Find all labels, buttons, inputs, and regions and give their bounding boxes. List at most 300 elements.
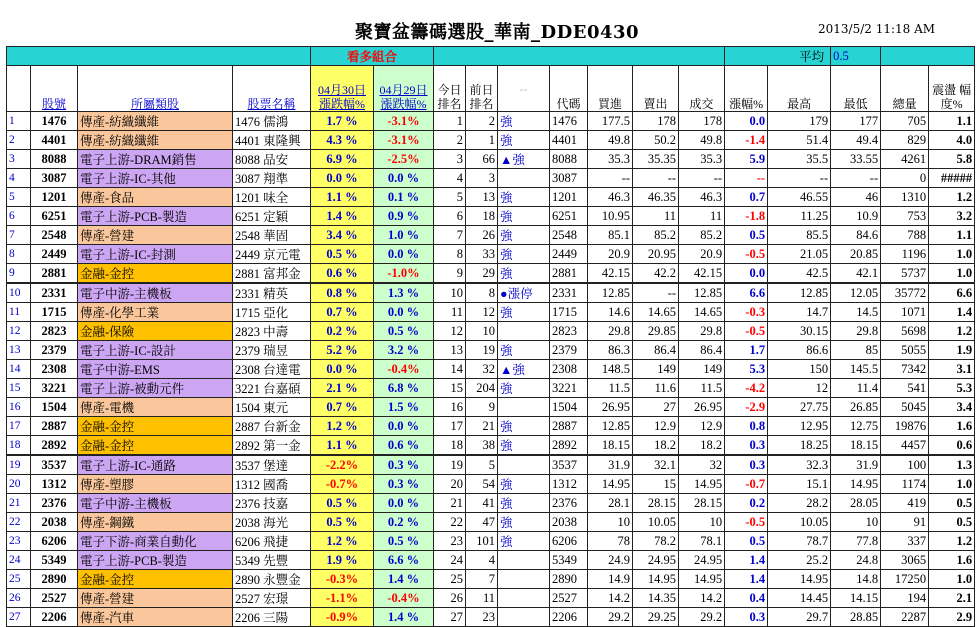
buy-price: 177.5: [588, 112, 633, 131]
high-price: 21.05: [768, 245, 831, 264]
volume: 17250: [881, 570, 929, 589]
change-0430: 4.3 %: [311, 131, 374, 150]
amplitude: 3.4: [929, 398, 975, 417]
deal-price: 18.2: [679, 436, 725, 456]
signal: [498, 398, 550, 417]
rank-today: 27: [434, 608, 466, 627]
deal-code: 4401: [550, 131, 588, 150]
stock-name: 8088 品安: [233, 150, 311, 169]
deal-price: 178: [679, 112, 725, 131]
table-row[interactable]: [7, 570, 975, 589]
table-row[interactable]: [7, 245, 975, 264]
deal-code: 1476: [550, 112, 588, 131]
signal: [498, 322, 550, 341]
deal-code: 3537: [550, 455, 588, 475]
low-price: 10: [831, 513, 881, 532]
low-price: --: [831, 169, 881, 188]
deal-price: 86.4: [679, 341, 725, 360]
buy-price: 10: [588, 513, 633, 532]
change-0429: 6.6 %: [374, 551, 434, 570]
row-index: 1: [7, 112, 31, 131]
change-0430: 1.7 %: [311, 112, 374, 131]
amplitude: 3.1: [929, 360, 975, 379]
stock-name: 6206 飛捷: [233, 532, 311, 551]
volume: 91: [881, 513, 929, 532]
amplitude: 1.6: [929, 551, 975, 570]
rank-prev: 1: [466, 131, 498, 150]
deal-code: 1504: [550, 398, 588, 417]
change-0429: 0.0 %: [374, 303, 434, 322]
volume: 2287: [881, 608, 929, 627]
stock-code: 2331: [31, 283, 78, 303]
amplitude: 1.6: [929, 417, 975, 436]
deal-price: 32: [679, 455, 725, 475]
volume: 5698: [881, 322, 929, 341]
header-code[interactable]: 股號: [31, 66, 78, 112]
high-price: 15.1: [768, 475, 831, 494]
change-percent: -1.4: [725, 131, 768, 150]
change-0430: 2.1 %: [311, 379, 374, 398]
row-index: 5: [7, 188, 31, 207]
buy-price: 24.9: [588, 551, 633, 570]
rank-today: 1: [434, 112, 466, 131]
stock-code: 6206: [31, 532, 78, 551]
sell-price: 178: [633, 112, 679, 131]
low-price: 42.1: [831, 264, 881, 284]
stock-code: 8088: [31, 150, 78, 169]
sell-price: 32.1: [633, 455, 679, 475]
volume: 19876: [881, 417, 929, 436]
rank-today: 16: [434, 398, 466, 417]
change-0430: 6.9 %: [311, 150, 374, 169]
sell-price: 42.2: [633, 264, 679, 284]
table-row[interactable]: [7, 360, 975, 379]
sell-price: 15: [633, 475, 679, 494]
stock-code: 3537: [31, 455, 78, 475]
amplitude: 5.3: [929, 379, 975, 398]
high-price: 10.05: [768, 513, 831, 532]
sell-price: 14.35: [633, 589, 679, 608]
signal: 強: [498, 245, 550, 264]
deal-price: 29.8: [679, 322, 725, 341]
volume: 5055: [881, 341, 929, 360]
rank-prev: 8: [466, 283, 498, 303]
rank-prev: 13: [466, 188, 498, 207]
buy-price: 14.9: [588, 570, 633, 589]
rank-today: 9: [434, 264, 466, 284]
high-price: 11.25: [768, 207, 831, 226]
change-percent: 1.4: [725, 551, 768, 570]
header-rank-prev: 前日 排名: [466, 66, 498, 112]
deal-price: 78.1: [679, 532, 725, 551]
change-percent: 1.4: [725, 570, 768, 589]
amplitude: 0.5: [929, 513, 975, 532]
rank-today: 14: [434, 360, 466, 379]
rank-prev: 19: [466, 341, 498, 360]
signal: 強: [498, 436, 550, 456]
amplitude: 6.6: [929, 283, 975, 303]
high-price: 179: [768, 112, 831, 131]
sell-price: 85.2: [633, 226, 679, 245]
change-0429: -3.1%: [374, 131, 434, 150]
change-0430: 0.8 %: [311, 283, 374, 303]
rank-prev: 12: [466, 303, 498, 322]
table-row[interactable]: [7, 436, 975, 456]
stock-code: 2527: [31, 589, 78, 608]
rank-prev: 3: [466, 169, 498, 188]
signal: [498, 169, 550, 188]
signal: [498, 608, 550, 627]
stock-code: 2379: [31, 341, 78, 360]
high-price: 14.7: [768, 303, 831, 322]
signal: 強: [498, 379, 550, 398]
table-row[interactable]: [7, 455, 975, 475]
buy-price: 12.85: [588, 417, 633, 436]
high-price: 78.7: [768, 532, 831, 551]
low-price: 26.85: [831, 398, 881, 417]
deal-price: 11: [679, 207, 725, 226]
rank-today: 19: [434, 455, 466, 475]
stock-name: 2376 技嘉: [233, 494, 311, 513]
table-row[interactable]: [7, 322, 975, 341]
volume: 1071: [881, 303, 929, 322]
change-percent: 0.5: [725, 226, 768, 245]
deal-code: 2890: [550, 570, 588, 589]
change-percent: -0.5: [725, 245, 768, 264]
stock-name: 3221 台嘉碩: [233, 379, 311, 398]
rank-prev: 10: [466, 322, 498, 341]
row-index: 3: [7, 150, 31, 169]
deal-code: 1312: [550, 475, 588, 494]
amplitude: 4.0: [929, 131, 975, 150]
stock-name: 3087 翔準: [233, 169, 311, 188]
low-price: 85: [831, 341, 881, 360]
sell-price: 78.2: [633, 532, 679, 551]
rank-prev: 26: [466, 226, 498, 245]
change-0429: 0.6 %: [374, 436, 434, 456]
table-row[interactable]: [7, 112, 975, 131]
volume: 788: [881, 226, 929, 245]
change-0430: 1.4 %: [311, 207, 374, 226]
amplitude: 1.3: [929, 455, 975, 475]
rank-today: 18: [434, 436, 466, 456]
change-0430: -1.1%: [311, 589, 374, 608]
change-percent: 0.7: [725, 188, 768, 207]
change-0430: 0.0 %: [311, 360, 374, 379]
rank-today: 12: [434, 322, 466, 341]
table-row[interactable]: [7, 494, 975, 513]
row-index: 8: [7, 245, 31, 264]
low-price: 29.8: [831, 322, 881, 341]
buy-price: 14.95: [588, 475, 633, 494]
deal-price: 42.15: [679, 264, 725, 284]
header-deal: 成交: [679, 66, 725, 112]
high-price: 12.95: [768, 417, 831, 436]
stock-name: 2038 海光: [233, 513, 311, 532]
change-percent: 0.3: [725, 455, 768, 475]
change-0430: -0.7%: [311, 475, 374, 494]
change-percent: -0.3: [725, 303, 768, 322]
table-row[interactable]: [7, 589, 975, 608]
row-index: 18: [7, 436, 31, 456]
change-0430: 5.2 %: [311, 341, 374, 360]
sector-name: 傳產-營建: [78, 589, 233, 608]
signal: [498, 589, 550, 608]
row-index: 25: [7, 570, 31, 589]
change-0429: -0.4%: [374, 360, 434, 379]
amplitude: #####: [929, 169, 975, 188]
stock-code: 2449: [31, 245, 78, 264]
table-row[interactable]: [7, 398, 975, 417]
change-0430: 0.5 %: [311, 245, 374, 264]
stock-code: 2887: [31, 417, 78, 436]
sector-name: 電子上游-IC-通路: [78, 455, 233, 475]
table-row[interactable]: [7, 532, 975, 551]
stock-name: 1201 味全: [233, 188, 311, 207]
stock-code: 2823: [31, 322, 78, 341]
buy-price: 46.3: [588, 188, 633, 207]
change-0429: 1.5 %: [374, 398, 434, 417]
buy-price: --: [588, 169, 633, 188]
high-price: 28.2: [768, 494, 831, 513]
amplitude: 1.2: [929, 322, 975, 341]
sector-name: 電子上游-PCB-製造: [78, 207, 233, 226]
change-0429: -0.4%: [374, 589, 434, 608]
stock-name: 1476 儒鴻: [233, 112, 311, 131]
banner-row: [7, 47, 975, 66]
row-index: 10: [7, 283, 31, 303]
deal-code: 2449: [550, 245, 588, 264]
volume: 829: [881, 131, 929, 150]
row-index: 17: [7, 417, 31, 436]
table-row[interactable]: [7, 188, 975, 207]
row-index: 20: [7, 475, 31, 494]
buy-price: 85.1: [588, 226, 633, 245]
stock-name: 6251 定穎: [233, 207, 311, 226]
volume: 705: [881, 112, 929, 131]
rank-today: 25: [434, 570, 466, 589]
change-0429: 0.5 %: [374, 532, 434, 551]
row-index: 7: [7, 226, 31, 245]
row-index: 12: [7, 322, 31, 341]
header-change-0430[interactable]: 04月30日 漲跌幅%: [311, 66, 374, 112]
table-row[interactable]: [7, 417, 975, 436]
row-index: 6: [7, 207, 31, 226]
stock-code: 2308: [31, 360, 78, 379]
rank-prev: 11: [466, 589, 498, 608]
average-label: 平均: [725, 47, 831, 66]
stock-code: 1201: [31, 188, 78, 207]
change-percent: 0.0: [725, 112, 768, 131]
buy-price: 28.1: [588, 494, 633, 513]
table-row[interactable]: [7, 264, 975, 284]
sector-name: 電子上游-IC-設計: [78, 341, 233, 360]
change-0429: 1.4 %: [374, 570, 434, 589]
change-percent: --: [725, 169, 768, 188]
change-0429: 6.8 %: [374, 379, 434, 398]
table-row[interactable]: [7, 475, 975, 494]
stock-code: 6251: [31, 207, 78, 226]
change-0429: -1.0%: [374, 264, 434, 284]
header-sector[interactable]: 所屬類股: [78, 66, 233, 112]
amplitude: 2.1: [929, 589, 975, 608]
low-price: 10.9: [831, 207, 881, 226]
buy-price: 42.15: [588, 264, 633, 284]
header-high: 最高: [768, 66, 831, 112]
sector-name: 電子中游-主機板: [78, 494, 233, 513]
signal: 強: [498, 264, 550, 284]
sector-name: 金融-金控: [78, 417, 233, 436]
sell-price: 46.35: [633, 188, 679, 207]
change-percent: 0.8: [725, 417, 768, 436]
change-percent: -0.5: [725, 513, 768, 532]
change-0429: 0.3 %: [374, 455, 434, 475]
sector-name: 傳產-電機: [78, 398, 233, 417]
signal: 強: [498, 494, 550, 513]
rank-prev: 9: [466, 398, 498, 417]
high-price: 18.25: [768, 436, 831, 456]
header-index: [7, 66, 31, 112]
high-price: 27.75: [768, 398, 831, 417]
change-percent: -0.7: [725, 475, 768, 494]
high-price: 29.7: [768, 608, 831, 627]
signal: 強: [498, 475, 550, 494]
table-row[interactable]: [7, 150, 975, 169]
table-row[interactable]: [7, 283, 975, 303]
sector-name: 電子中游-EMS: [78, 360, 233, 379]
header-signal: --: [498, 66, 550, 112]
deal-price: 28.15: [679, 494, 725, 513]
signal: 強: [498, 226, 550, 245]
stock-code: 4401: [31, 131, 78, 150]
change-0429: 0.0 %: [374, 169, 434, 188]
table-row[interactable]: [7, 131, 975, 150]
table-row[interactable]: [7, 551, 975, 570]
rank-prev: 66: [466, 150, 498, 169]
stock-name: 1312 國喬: [233, 475, 311, 494]
buy-price: 26.95: [588, 398, 633, 417]
sell-price: 29.85: [633, 322, 679, 341]
high-price: 12.85: [768, 283, 831, 303]
change-percent: 5.9: [725, 150, 768, 169]
stock-code: 3221: [31, 379, 78, 398]
volume: 100: [881, 455, 929, 475]
volume: 194: [881, 589, 929, 608]
rank-today: 5: [434, 188, 466, 207]
change-0430: 0.2 %: [311, 322, 374, 341]
low-price: 20.85: [831, 245, 881, 264]
table-row[interactable]: [7, 513, 975, 532]
buy-price: 78: [588, 532, 633, 551]
row-index: 15: [7, 379, 31, 398]
amplitude: 1.1: [929, 226, 975, 245]
amplitude: 1.9: [929, 341, 975, 360]
buy-price: 49.8: [588, 131, 633, 150]
table-row[interactable]: [7, 303, 975, 322]
deal-code: 3221: [550, 379, 588, 398]
signal: 強: [498, 532, 550, 551]
buy-price: 29.2: [588, 608, 633, 627]
deal-price: 11.5: [679, 379, 725, 398]
table-row[interactable]: [7, 169, 975, 188]
deal-code: 2823: [550, 322, 588, 341]
deal-code: 5349: [550, 551, 588, 570]
stock-code: 2376: [31, 494, 78, 513]
amplitude: 1.0: [929, 245, 975, 264]
table-row[interactable]: [7, 207, 975, 226]
change-0429: 1.4 %: [374, 608, 434, 627]
change-percent: -0.5: [725, 322, 768, 341]
header-name[interactable]: 股票名稱: [233, 66, 311, 112]
buy-price: 86.3: [588, 341, 633, 360]
volume: 5737: [881, 264, 929, 284]
row-index: 4: [7, 169, 31, 188]
deal-price: 85.2: [679, 226, 725, 245]
stock-code: 2038: [31, 513, 78, 532]
buy-price: 148.5: [588, 360, 633, 379]
sector-name: 電子下游-商業自動化: [78, 532, 233, 551]
header-change-0429[interactable]: 04月29日 漲跌幅%: [374, 66, 434, 112]
volume: 1310: [881, 188, 929, 207]
deal-code: 1201: [550, 188, 588, 207]
table-row[interactable]: [7, 226, 975, 245]
rank-prev: 2: [466, 112, 498, 131]
sector-name: 傳產-紡織纖維: [78, 131, 233, 150]
table-row[interactable]: [7, 608, 975, 627]
rank-prev: 32: [466, 360, 498, 379]
sell-price: 149: [633, 360, 679, 379]
change-0430: 0.5 %: [311, 494, 374, 513]
rank-today: 15: [434, 379, 466, 398]
stock-code: 2892: [31, 436, 78, 456]
sell-price: 10.05: [633, 513, 679, 532]
change-percent: -2.9: [725, 398, 768, 417]
sector-name: 傳產-鋼鐵: [78, 513, 233, 532]
rank-today: 11: [434, 303, 466, 322]
low-price: 33.55: [831, 150, 881, 169]
change-percent: 5.3: [725, 360, 768, 379]
deal-code: 6251: [550, 207, 588, 226]
table-row[interactable]: [7, 379, 975, 398]
deal-code: 6206: [550, 532, 588, 551]
sector-name: 電子中游-主機板: [78, 283, 233, 303]
deal-code: 2376: [550, 494, 588, 513]
rank-today: 10: [434, 283, 466, 303]
high-price: --: [768, 169, 831, 188]
stock-name: 4401 東隆興: [233, 131, 311, 150]
sell-price: 14.65: [633, 303, 679, 322]
deal-code: 2892: [550, 436, 588, 456]
rank-today: 26: [434, 589, 466, 608]
deal-price: 26.95: [679, 398, 725, 417]
table-row[interactable]: [7, 341, 975, 360]
stock-name: 2823 中壽: [233, 322, 311, 341]
deal-price: 14.65: [679, 303, 725, 322]
stock-name: 2548 華固: [233, 226, 311, 245]
low-price: 11.4: [831, 379, 881, 398]
volume: 419: [881, 494, 929, 513]
row-index: 27: [7, 608, 31, 627]
low-price: 46: [831, 188, 881, 207]
sell-price: --: [633, 169, 679, 188]
low-price: 14.5: [831, 303, 881, 322]
sell-price: --: [633, 283, 679, 303]
change-0430: 1.1 %: [311, 436, 374, 456]
row-index: 16: [7, 398, 31, 417]
amplitude: 1.4: [929, 303, 975, 322]
low-price: 84.6: [831, 226, 881, 245]
change-0430: 1.9 %: [311, 551, 374, 570]
